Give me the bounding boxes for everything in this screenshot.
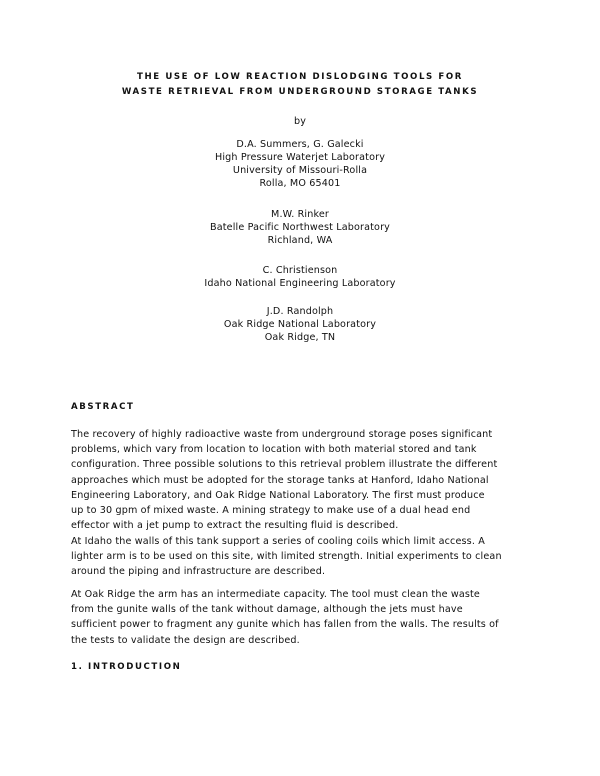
text-line: At Oak Ridge the arm has an intermediate capacity. The tool must clean the waste bbox=[71, 589, 480, 600]
abstract-paragraph-2 bbox=[71, 534, 533, 580]
text-line: around the piping and infrastructure are described. bbox=[71, 566, 326, 578]
author-name: J.D. Randolph bbox=[266, 306, 334, 317]
paper-title-line-1: THE USE OF LOW REACTION DISLODGING TOOLS FOR bbox=[137, 72, 463, 82]
text-line: from the gunite walls of the tank without damage, although the jets must have bbox=[71, 604, 463, 616]
author-affiliation: Idaho National Engineering Laboratory bbox=[204, 278, 396, 289]
author-name: D.A. Summers, G. Galecki bbox=[236, 139, 364, 150]
section-heading-introduction: 1. INTRODUCTION bbox=[71, 662, 182, 672]
text-line: approaches which must be adopted for the storage tanks at Hanford, Idaho National bbox=[71, 474, 489, 486]
text-line: lighter arm is to be used on this site, with limited strength. Initial experiments to clean bbox=[71, 551, 502, 563]
author-affiliation: Oak Ridge National Laboratory bbox=[223, 319, 377, 330]
text-line: effector with a jet pump to extract the resulting fluid is described. bbox=[71, 520, 399, 532]
text-line: problems, which vary from location to location with both material stored and tank bbox=[71, 444, 477, 456]
text-line: configuration. Three possible solutions to this retrieval problem illustrate the different bbox=[71, 459, 498, 471]
text-line: At Idaho the walls of this tank support a series of cooling coils which limit access. A bbox=[71, 536, 485, 547]
text-line: sufficient power to fragment any gunite which has fallen from the walls. The results of bbox=[71, 619, 499, 631]
abstract-paragraph-3 bbox=[71, 587, 533, 648]
author-block-rinker bbox=[0, 208, 600, 247]
text-line: Engineering Laboratory, and Oak Ridge National Laboratory. The first must produce bbox=[71, 489, 485, 501]
author-affiliation: University of Missouri-Rolla bbox=[232, 165, 368, 176]
author-affiliation: Batelle Pacific Northwest Laboratory bbox=[210, 222, 390, 233]
abstract-paragraph-1 bbox=[71, 427, 533, 533]
author-address: Rolla, MO 65401 bbox=[259, 178, 341, 189]
author-block-summers bbox=[0, 138, 600, 190]
paper-title-line-2: WASTE RETRIEVAL FROM UNDERGROUND STORAGE TANKS bbox=[121, 87, 479, 97]
author-name: M.W. Rinker bbox=[271, 209, 329, 220]
author-affiliation: High Pressure Waterjet Laboratory bbox=[214, 152, 386, 163]
text-line: The recovery of highly radioactive waste from underground storage poses significant bbox=[71, 429, 493, 440]
text-line: the tests to validate the design are described. bbox=[71, 634, 300, 646]
by-label: by bbox=[293, 116, 307, 127]
text-line: up to 30 gpm of mixed waste. A mining strategy to make use of a dual head end bbox=[71, 505, 471, 517]
author-block-randolph bbox=[0, 305, 600, 344]
abstract-heading: ABSTRACT bbox=[71, 402, 135, 412]
author-block-christienson bbox=[0, 264, 600, 290]
author-address: Oak Ridge, TN bbox=[264, 332, 336, 343]
author-address: Richland, WA bbox=[267, 235, 333, 246]
author-name: C. Christienson bbox=[262, 265, 338, 276]
